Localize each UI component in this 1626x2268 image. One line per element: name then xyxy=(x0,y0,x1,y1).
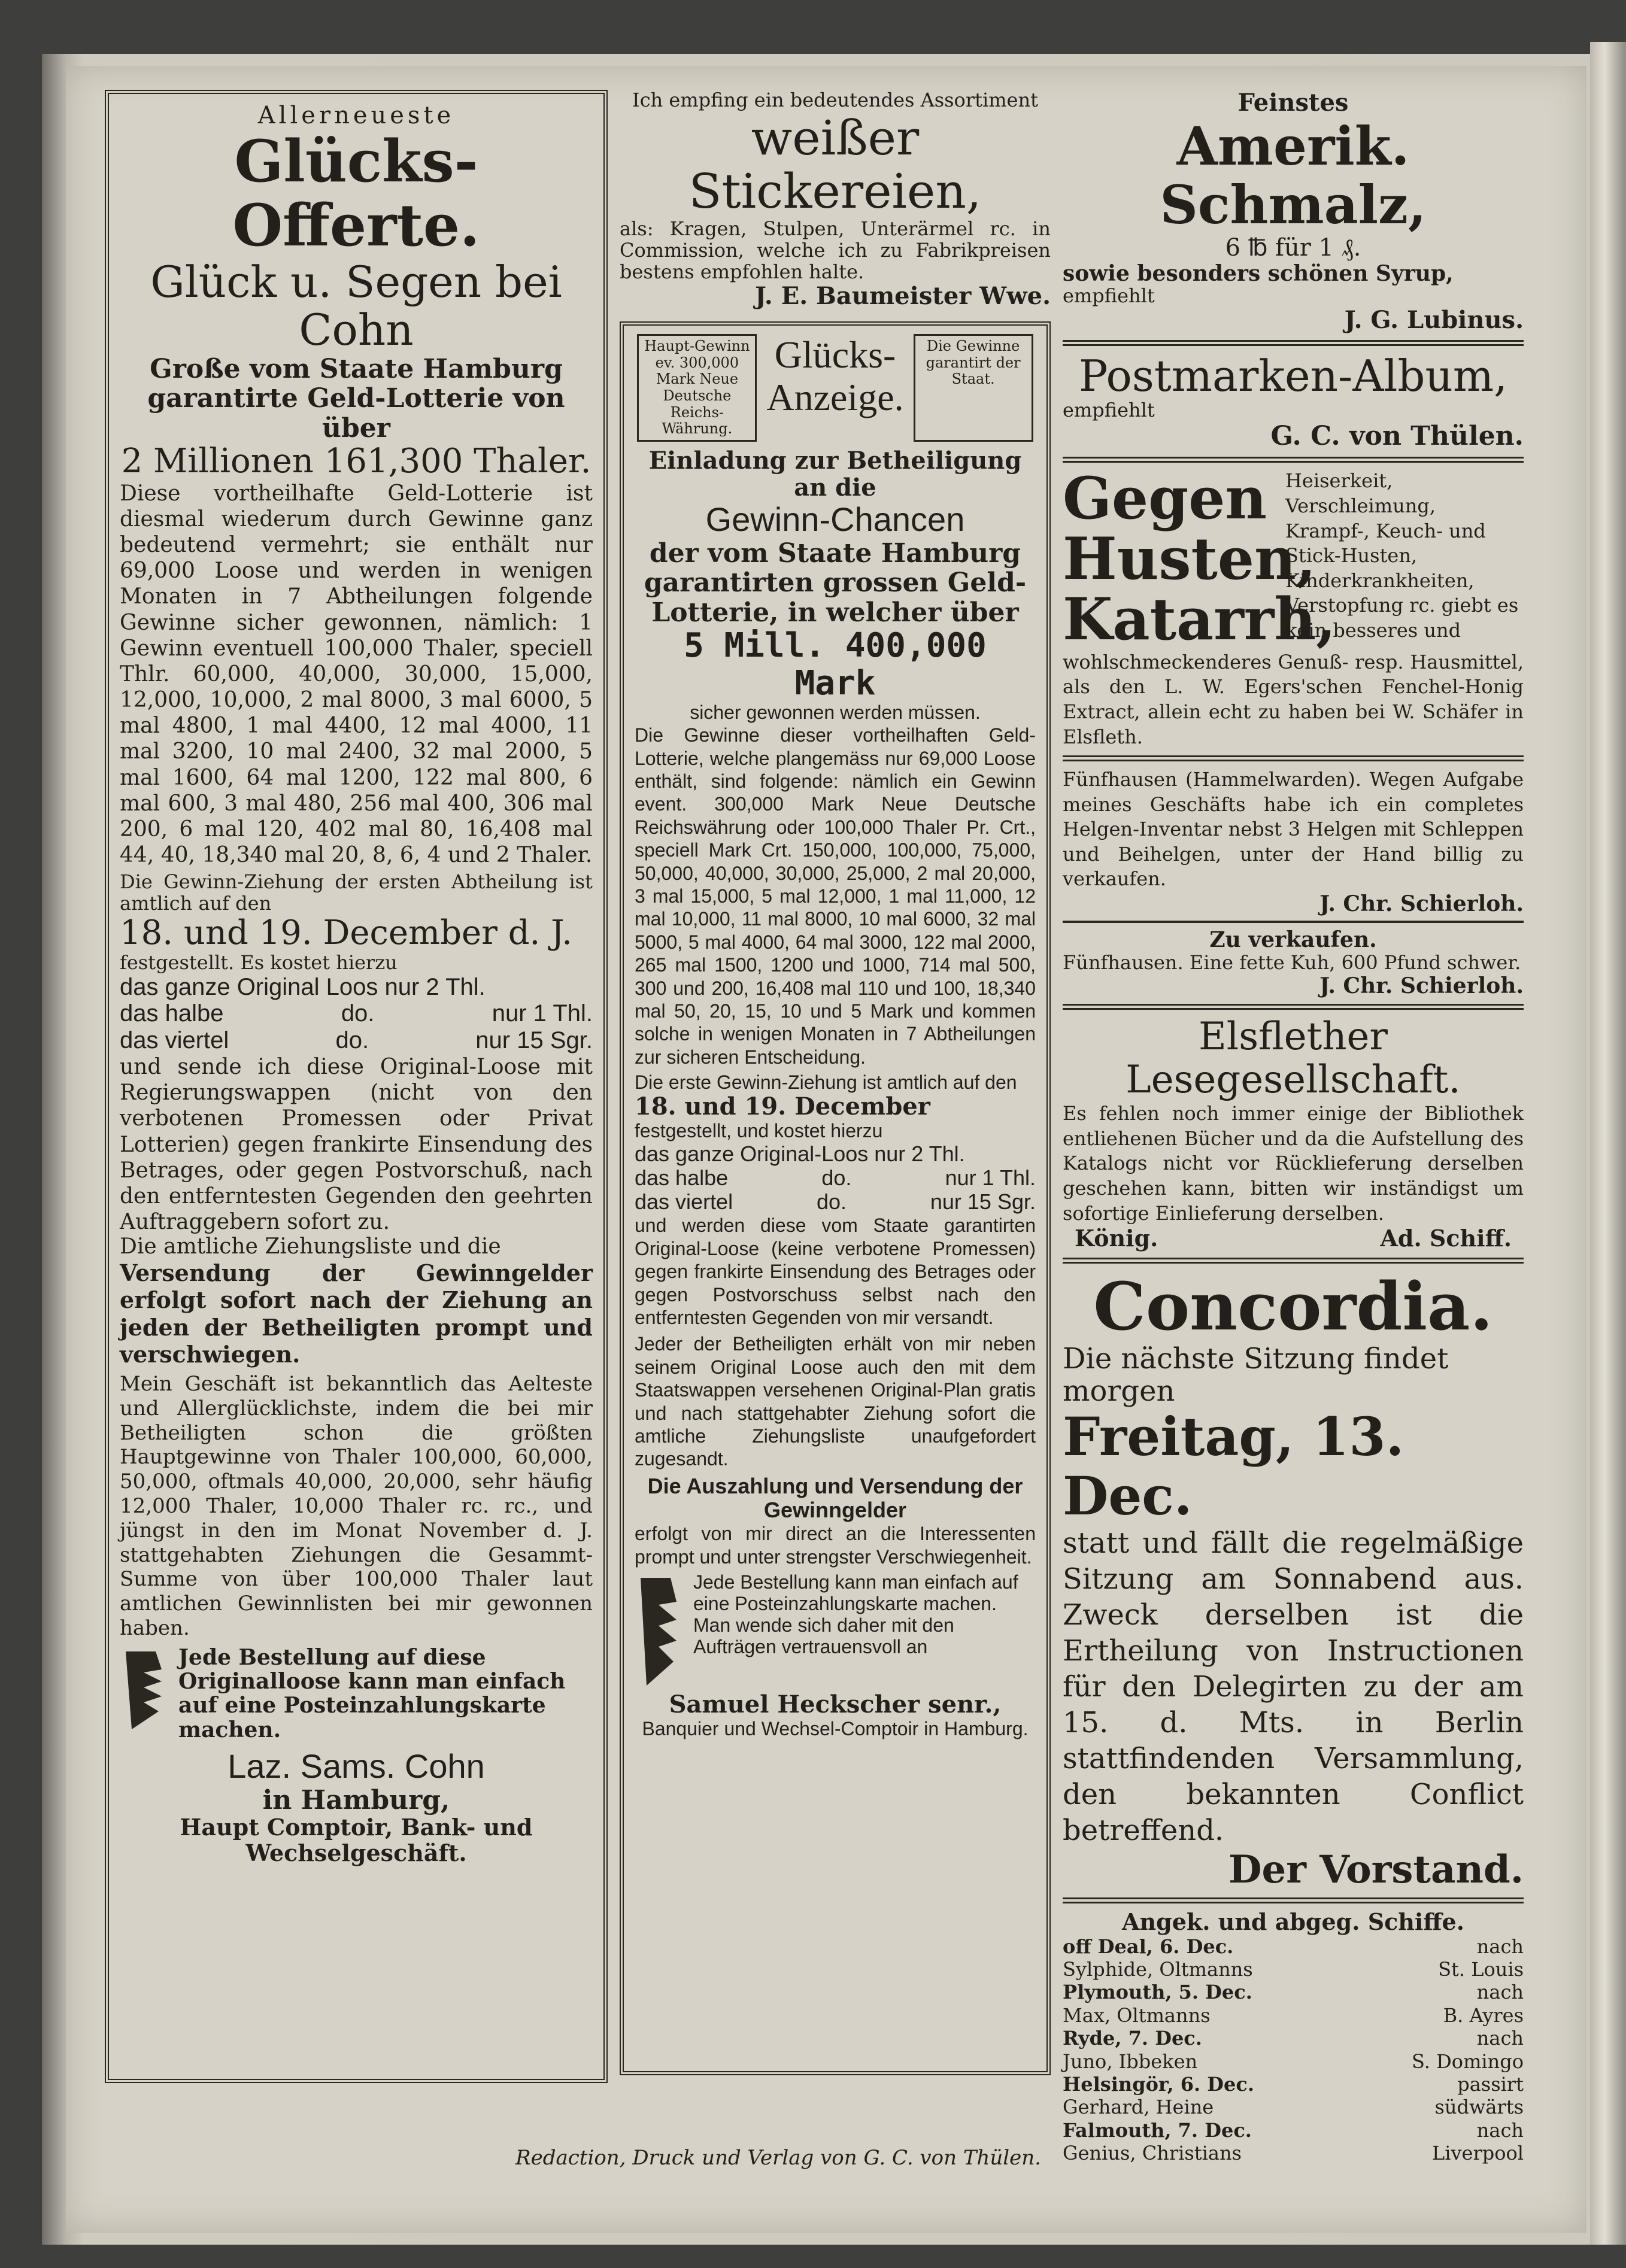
ship-entry: Gerhard, Heine xyxy=(1063,2096,1214,2119)
page-edge xyxy=(1590,42,1626,2245)
header-title-line: Glücks- xyxy=(774,333,896,377)
price-label: das viertel xyxy=(120,1027,229,1054)
ad-body: Die Gewinne dieser vortheilhaften Geld-Lotterie, welche plangemäss nur 69,000 Loose enthält, sind folgende: nämlich ein Gewinn event. 300,000 Mark Neue Deutsche Reichswährung oder 100,000 Thaler Pr. Crt., speciell Mark Crt. 150,000, 100,000, 75,000, 50,000, 40,000, 30,000, 25,000, 2 mal 20,000, 3 mal 15,000, 5 mal 12,000, 1 mal 11,000, 12 mal 10,000, 11 mal 8000, 10 mal 6000, 32 mal 5000, 5 mal 4000, 64 mal 3000, 122 mal 2000, 265 mal 1500, 1200 und 1000, 714 mal 500, 300 und 200, 16,408 mal 110 und 100, 18,340 mal 50, 20, 15, 10 und 5 Mark und kommen solche in wenigen Monaten in 7 Abtheilungen zur sicheren Entscheidung. xyxy=(635,724,1036,1068)
ship-entry: Ryde, 7. Dec. xyxy=(1063,2027,1202,2050)
divider xyxy=(1063,340,1524,346)
advertiser-name: Samuel Heckscher senr., xyxy=(669,1690,1002,1719)
ad-body: wohlschmeckenderes Genuß- resp. Hausmittel, als den L. W. Egers'schen Fenchel-Honig Extract, allein echt zu haben bei W. Schäfer in Elsfleth. xyxy=(1063,650,1524,748)
ad-box-header xyxy=(635,334,1036,442)
price-line xyxy=(635,1190,1036,1214)
ship-row xyxy=(1063,1958,1524,1981)
hand-note-text xyxy=(693,1572,1036,1657)
ad-headline-amount: 5 Mill. 400,000 Mark xyxy=(684,626,987,703)
signature: König. xyxy=(1075,1225,1158,1252)
price-ditto: do. xyxy=(821,1165,852,1190)
ad-body: Es fehlen noch immer einige der Bibliothek entliehenen Bücher und da die Aufstellung des Katalogs nicht vor Rücklieferung derselben geschehen kann, bitten wir inständigst um sofortige Einlieferung derselben. xyxy=(1063,1102,1524,1225)
advertiser-address: Banquier und Wechsel-Comptoir in Hamburg. xyxy=(642,1717,1029,1739)
ad-headline: Elsflether Lesegesellschaft. xyxy=(1126,1014,1461,1102)
ship-destination: S. Domingo xyxy=(1412,2050,1524,2073)
column-lottery-cohn xyxy=(105,90,608,2083)
header-right-box: Die Gewinne garantirt der Staat. xyxy=(914,334,1033,442)
price-line xyxy=(120,1027,593,1054)
divider xyxy=(1063,1004,1524,1010)
column-small-ads xyxy=(1063,90,1524,2165)
ad-body: statt und fällt die regelmäßige Sitzung am Sonnabend aus. Zweck derselben ist die Ertheilung von Instructionen für den Delegirten zu der am 15. d. Mts. in Berlin stattfindenden Versammlung, den bekannten Conflict betreffend. xyxy=(1063,1526,1524,1848)
divider xyxy=(1063,755,1524,761)
price-label: das viertel xyxy=(635,1189,733,1215)
ship-entry: off Deal, 6. Dec. xyxy=(1063,1935,1234,1958)
ad-body: und sende ich diese Original-Loose mit Regierungswappen (nicht von den verbotenen Promessen oder Privat Lotterien) gegen frankirte Einsendung des Betrages, oder gegen Postvorschuß, nach den entferntesten Gegenden den geehrten Auftraggebern sofort zu. xyxy=(120,1055,593,1235)
draw-date: 18. und 19. December d. J. xyxy=(120,913,573,953)
ship-destination: südwärts xyxy=(1434,2096,1524,2119)
ship-destination: nach xyxy=(1476,1935,1524,1958)
hand-note xyxy=(635,1572,1036,1692)
ad-body: Die erste Gewinn-Ziehung ist amtlich auf den xyxy=(635,1071,1017,1094)
ship-entry: Plymouth, 5. Dec. xyxy=(1063,1981,1252,2004)
price-label: das halbe xyxy=(635,1165,729,1190)
ship-destination: nach xyxy=(1476,2118,1524,2142)
price-line xyxy=(635,1166,1036,1190)
ad-line: 6 ℔ für 1 ₰. xyxy=(1225,233,1361,262)
price-value: nur 15 Sgr. xyxy=(930,1189,1036,1215)
divider xyxy=(1063,921,1524,923)
ship-entry: Max, Oltmanns xyxy=(1063,2003,1211,2027)
ad-cough xyxy=(1063,464,1524,653)
ship-destination: B. Ayres xyxy=(1443,2003,1524,2027)
pointing-hand-icon xyxy=(120,1645,168,1735)
ad-body: Die nächste Sitzung findet morgen xyxy=(1063,1341,1449,1408)
ad-headline: Die Auszahlung und Versendung der Gewinngelder xyxy=(647,1473,1023,1523)
ship-destination: St. Louis xyxy=(1438,1958,1524,1981)
ad-body: und werden diese vom Staate garantirten Original-Loose (keine verbotene Promessen) gegen frankirte Einsendung des Betrages oder gegen Postvorschuss selbst nach den entferntesten Gegenden von mir versandt. xyxy=(635,1215,1036,1329)
ad-body: erfolgt von mir direct an die Interessenten prompt und unter strengster Verschwiegenheit. xyxy=(635,1523,1036,1568)
ad-headline: Gewinn-Chancen xyxy=(705,500,965,539)
ad-body: festgestellt, und kostet hierzu xyxy=(635,1119,883,1141)
ship-destination: nach xyxy=(1476,1981,1524,2004)
ad-line: über xyxy=(322,412,390,444)
ship-entry: Helsingör, 6. Dec. xyxy=(1063,2073,1254,2096)
ship-entry: Genius, Christians xyxy=(1063,2142,1242,2165)
price-ditto: do. xyxy=(335,1027,369,1054)
draw-date: 18. und 19. December xyxy=(635,1092,930,1121)
ad-cough-title xyxy=(1063,464,1336,653)
ad-body: Diese vortheilhafte Geld-Lotterie ist diesmal wiederum durch Gewinne ganz bedeutend vermehrt; sie enthält nur 69,000 Loose und werden in wenigen Monaten in 7 Abtheilungen folgende Gewinne sicher gewonnen, nämlich: 1 Gewinn eventuell 100,000 Thaler, speciell Thlr. 60,000, 40,000, 30,000, 15,000, 12,000, 10,000, 2 mal 8000, 3 mal 6000, 5 mal 4800, 1 mal 4400, 12 mal 4000, 11 mal 3200, 10 mal 2400, 32 mal 2000, 5 mal 1600, 64 mal 1200, 122 mal 800, 6 mal 600, 3 mal 480, 256 mal 400, 306 mal 200, 6 mal 120, 402 mal 80, 16,408 mal 44, 40, 18,340 mal 20, 8, 6, 4 und 2 Thaler. xyxy=(120,481,593,868)
ad-body: Versendung der Gewinngelder erfolgt sofort nach der Ziehung an jeden der Betheiligten prompt und verschwiegen. xyxy=(120,1259,593,1368)
meeting-date: Freitag, 13. Dec. xyxy=(1063,1405,1404,1527)
ad-headline: weißer Stickereien, xyxy=(688,110,982,220)
ad-body: Heiserkeit, Verschleimung, Krampf-, Keuch- und Stick-Husten, Kinderkrankheiten, xyxy=(1285,469,1486,592)
ad-line: Große vom Staate Hamburg xyxy=(150,354,563,385)
header-left-box: Haupt-Gewinn ev. 300,000 Mark Neue Deutsche Reichs-Währung. xyxy=(637,334,757,442)
hand-note xyxy=(120,1645,593,1742)
ship-entry: Juno, Ibbeken xyxy=(1063,2050,1198,2073)
ad-body: als: Kragen, Stulpen, Unterärmel rc. in Commission, welche ich zu Fabrikpreisen bestens empfohlen halte. xyxy=(620,217,1051,283)
price-label: das halbe xyxy=(120,1000,224,1027)
ad-body: sicher gewonnen werden müssen. xyxy=(690,702,981,724)
ad-body: Fünfhausen. Eine fette Kuh, 600 Pfund schwer. xyxy=(1063,951,1521,974)
ad-line: garantirte Geld-Lotterie von xyxy=(147,383,565,414)
ad-body: Man wende sich daher mit den Aufträgen vertrauensvoll an xyxy=(693,1614,954,1657)
advertiser-name: J. G. Lubinus. xyxy=(1344,305,1524,334)
ship-row xyxy=(1063,2027,1524,2050)
signatures xyxy=(1063,1226,1524,1252)
ship-destination: Liverpool xyxy=(1431,2142,1524,2165)
ships-heading: Angek. und abgeg. Schiffe. xyxy=(1122,1908,1464,1936)
ad-header-sub: Glück u. Segen bei Cohn xyxy=(150,256,562,356)
ad-headline: Zu verkaufen. xyxy=(1209,927,1377,953)
ad-line: sowie besonders schönen Syrup, xyxy=(1063,260,1454,286)
header-title xyxy=(762,334,908,442)
ad-body: Jede Bestellung auf diese Originalloose kann man einfach auf eine Posteinzahlungskarte machen. xyxy=(178,1644,566,1742)
advertiser-name: G. C. von Thülen. xyxy=(1270,421,1524,452)
ad-body: festgestellt. Es kostet hierzu xyxy=(120,951,398,974)
price-ditto: do. xyxy=(816,1189,847,1215)
divider xyxy=(1063,1897,1524,1903)
ad-body: Jeder der Betheiligten erhält von mir neben seinem Original Loose auch den mit dem Staatswappen versehenen Original-Plan gratis und nach stattgehabter Ziehung sofort die amtliche Ziehungsliste unaufgefordert zugesandt. xyxy=(635,1333,1036,1470)
price-value: nur 1 Thl. xyxy=(492,1000,593,1027)
price-ditto: do. xyxy=(341,1000,375,1027)
ad-headline: Gegen xyxy=(1063,464,1267,533)
ad-cough-side xyxy=(1285,469,1524,649)
ad-line: empfiehlt xyxy=(1063,284,1155,307)
advertiser-name: J. Chr. Schierloh. xyxy=(1319,891,1524,917)
divider xyxy=(1063,1258,1524,1264)
ad-headline-amount: 2 Millionen 161,300 Thaler. xyxy=(121,441,591,481)
ship-row xyxy=(1063,2119,1524,2142)
ad-line: Ich empfing ein bedeutendes Assortiment xyxy=(632,89,1038,111)
ad-headline: Katarrh, xyxy=(1063,585,1336,653)
ad-headline: Concordia. xyxy=(1093,1267,1493,1345)
ship-row xyxy=(1063,2073,1524,2096)
column-stickereien-lottery xyxy=(620,90,1051,2075)
ad-header-small: Allerneueste xyxy=(257,102,455,129)
ad-line: Feinstes xyxy=(1237,89,1349,117)
ship-entry: Falmouth, 7. Dec. xyxy=(1063,2118,1252,2142)
ad-line: empfiehlt xyxy=(1063,399,1155,422)
header-title-line: Anzeige. xyxy=(766,375,904,418)
pointing-hand-icon xyxy=(635,1572,682,1692)
ad-headline: Einladung zur Betheiligung an die xyxy=(648,446,1022,502)
ad-headline: der vom Staate Hamburg garantirten grossen Geld-Lotterie, in welcher über xyxy=(644,538,1027,628)
ship-row xyxy=(1063,1935,1524,1958)
ad-body: Mein Geschäft ist bekanntlich das Aelteste und Allerglücklichste, indem die bei mir Betheiligten schon die größten Hauptgewinne von Thaler 100,000, 60,000, 50,000, oftmals 40,000, 20,000, sehr häufig 12,000 Thaler, 10,000 Thaler rc. rc., und jüngst in den im Monat November d. J. stattgehabten Ziehungen die Gesammt-Summe von über 100,000 Thaler laut amtlichen Gewinnlisten bei mir gewonnen haben. xyxy=(120,1372,593,1640)
price-line xyxy=(120,1000,593,1027)
ad-headline: Postmarken-Album, xyxy=(1079,350,1507,401)
ad-header-big: Glücks-Offerte. xyxy=(232,127,480,260)
ad-body: Verstopfung rc. giebt es kein besseres und xyxy=(1285,594,1519,642)
ship-entry: Sylphide, Oltmanns xyxy=(1063,1958,1253,1981)
ad-headline: Amerik. Schmalz, xyxy=(1160,114,1427,236)
ad-body: Die Gewinn-Ziehung der ersten Abtheilung ist amtlich auf den xyxy=(120,870,593,915)
ad-body: Jede Bestellung kann man einfach auf eine Posteinzahlungskarte machen. xyxy=(693,1571,1018,1615)
signature: Der Vorstand. xyxy=(1228,1847,1524,1893)
ship-row xyxy=(1063,2050,1524,2073)
ship-destination: passirt xyxy=(1457,2073,1524,2096)
signature: Ad. Schiff. xyxy=(1380,1225,1512,1252)
advertiser-name: J. Chr. Schierloh. xyxy=(1319,973,1524,998)
advertiser-name: J. E. Baumeister Wwe. xyxy=(755,281,1051,310)
ship-row xyxy=(1063,1981,1524,2003)
ad-body: Die amtliche Ziehungsliste und die xyxy=(120,1234,501,1259)
ship-destination: nach xyxy=(1476,2027,1524,2050)
price-value: nur 15 Sgr. xyxy=(475,1027,593,1054)
ships-list xyxy=(1063,1935,1524,2165)
advertiser-name: Laz. Sams. Cohn xyxy=(227,1747,485,1786)
ad-box-heckscher xyxy=(620,321,1051,2075)
price-line: das ganze Original Loos nur 2 Thl. xyxy=(120,973,486,1000)
advertiser-city: in Hamburg, xyxy=(262,1784,450,1815)
price-value: nur 1 Thl. xyxy=(945,1165,1036,1190)
ad-headline: Husten, xyxy=(1063,525,1316,593)
ship-row xyxy=(1063,2004,1524,2027)
advertiser-address: Haupt Comptoir, Bank- und Wechselgeschäft. xyxy=(180,1814,533,1866)
ad-box-cohn xyxy=(105,90,608,2083)
price-line: das ganze Original-Loos nur 2 Thl. xyxy=(635,1141,965,1166)
divider xyxy=(1063,457,1524,463)
imprint: Redaction, Druck und Verlag von G. C. von Thülen. xyxy=(515,2146,1041,2170)
ship-row xyxy=(1063,2096,1524,2118)
ad-body: Fünfhausen (Hammelwarden). Wegen Aufgabe meines Geschäfts habe ich ein completes Helgen-Inventar nebst 3 Helgen mit Schleppen und Beihelgen, unter der Hand billig zu verkaufen. xyxy=(1063,768,1524,891)
